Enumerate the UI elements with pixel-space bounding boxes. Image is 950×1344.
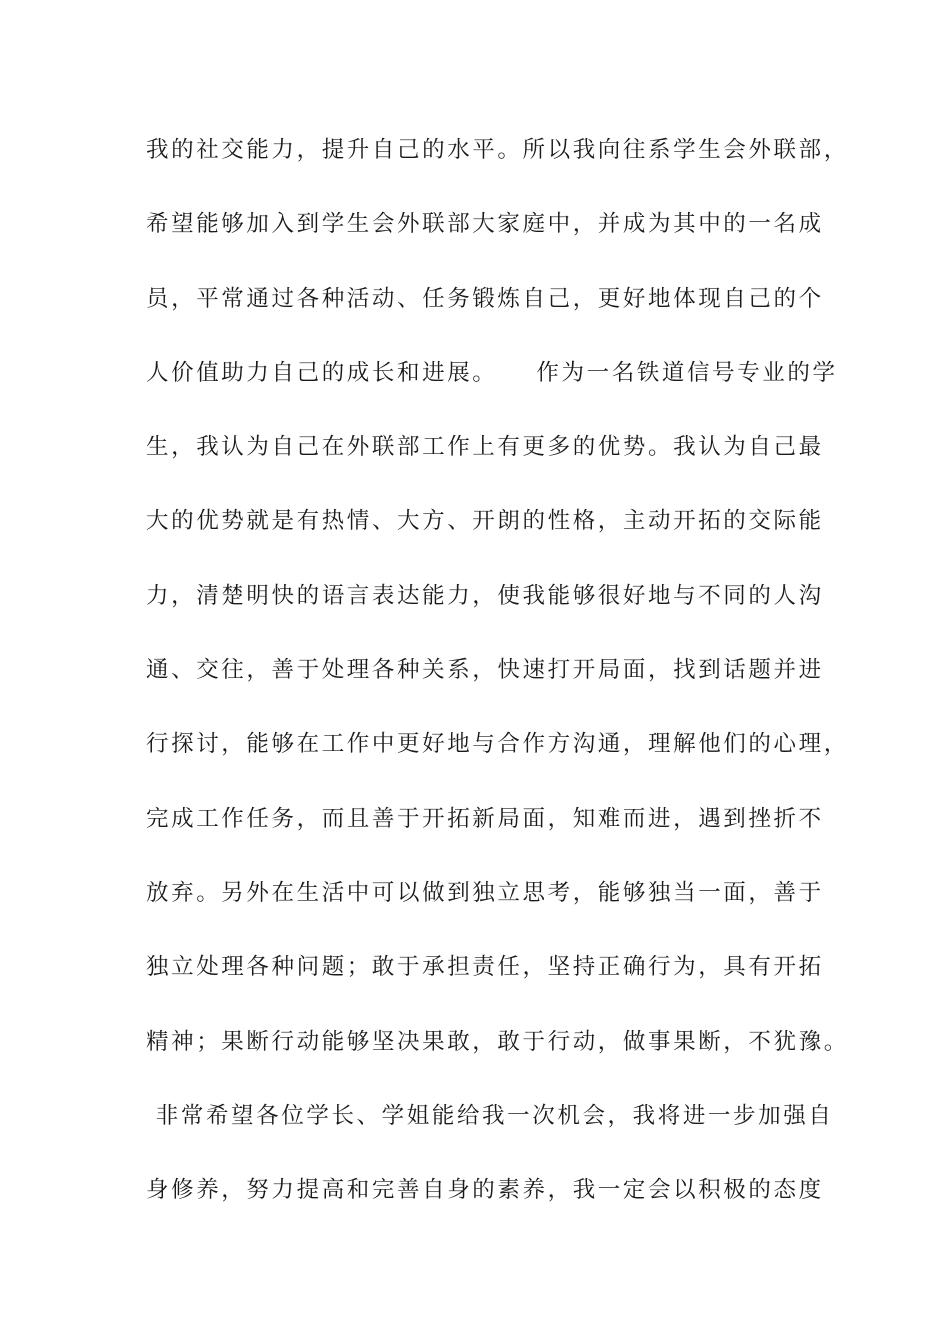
text-line: 完成工作任务，而且善于开拓新局面，知难而进，遇到挫折不 <box>146 805 824 832</box>
text-line: 精神；果断行动能够坚决果敢，敢于行动，做事果断，不犹豫。 <box>146 1028 849 1055</box>
text-line: 生，我认为自己在外联部工作上有更多的优势。我认为自己最 <box>146 434 824 461</box>
text-line: 通、交往，善于处理各种关系，快速打开局面，找到话题并进 <box>146 657 824 684</box>
text-line: 身修养，努力提高和完善自身的素养，我一定会以积极的态度 <box>146 1177 824 1204</box>
text-line: 非常希望各位学长、学姐能给我一次机会，我将进一步加强自 <box>146 1102 834 1129</box>
text-line: 大的优势就是有热情、大方、开朗的性格，主动开拓的交际能 <box>146 508 824 535</box>
text-line: 人价值助力自己的成长和进展。 作为一名铁道信号专业的学 <box>146 359 838 386</box>
text-line: 独立处理各种问题；敢于承担责任，坚持正确行为，具有开拓 <box>146 954 824 981</box>
text-line: 放弃。另外在生活中可以做到独立思考，能够独当一面，善于 <box>146 879 824 906</box>
text-line: 行探讨，能够在工作中更好地与合作方沟通，理解他们的心理， <box>146 731 849 758</box>
text-line: 力，清楚明快的语言表达能力，使我能够很好地与不同的人沟 <box>146 582 824 609</box>
body-text <box>146 128 849 1242</box>
text-line: 员，平常通过各种活动、任务锻炼自己，更好地体现自己的个 <box>146 285 824 312</box>
text-line: 希望能够加入到学生会外联部大家庭中，并成为其中的一名成 <box>146 211 824 238</box>
text-line: 我的社交能力，提升自己的水平。所以我向往系学生会外联部， <box>146 137 849 163</box>
